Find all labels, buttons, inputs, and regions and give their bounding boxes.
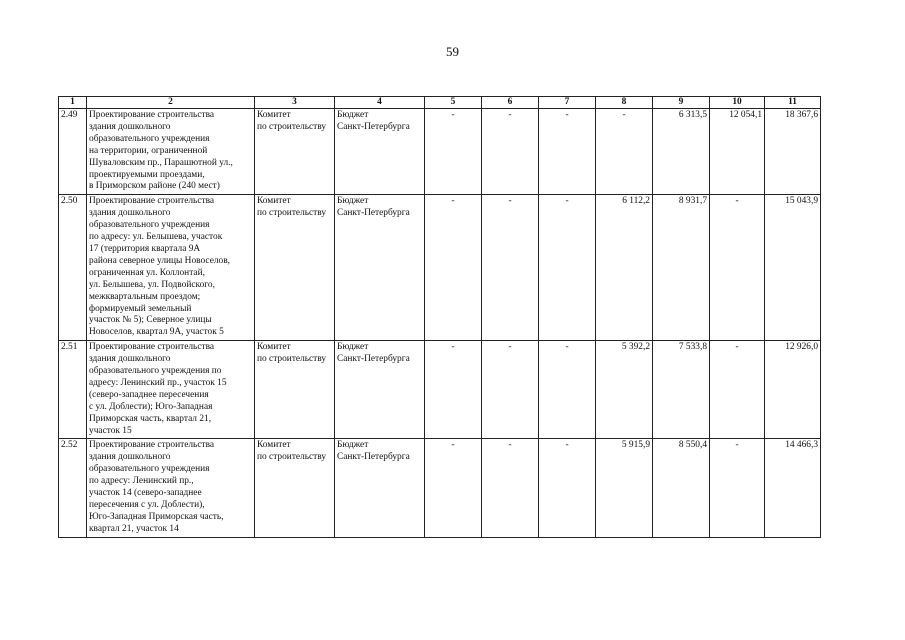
page-number: 59 [446, 44, 459, 59]
desc-line: ул. Белышева, ул. Подвойского, [89, 279, 215, 290]
value-c11: 18 367,6 [765, 109, 821, 195]
value-c11: 14 466,3 [765, 439, 821, 537]
funding-source-cell [335, 195, 425, 341]
customer-line: по строительству [257, 452, 327, 463]
value-c11: 15 043,9 [765, 195, 821, 341]
value-c7: - [539, 195, 596, 341]
project-description [87, 439, 255, 537]
value-c6: - [482, 439, 539, 537]
value-c10: 12 054,1 [710, 109, 765, 195]
column-header: 3 [255, 97, 335, 109]
funding-source-cell [335, 109, 425, 195]
desc-line: Приморская часть, квартал 21, [89, 413, 212, 424]
column-header: 5 [425, 97, 482, 109]
value-c8: - [596, 109, 653, 195]
source-line: Бюджет [337, 196, 369, 207]
column-header: 7 [539, 97, 596, 109]
source-line: Бюджет [337, 110, 369, 120]
row-number: 2.50 [59, 195, 87, 341]
desc-line: района северное улицы Новоселов, [89, 255, 231, 266]
table-row [59, 439, 821, 537]
value-c9: 6 313,5 [653, 109, 710, 195]
desc-line: формируемый земельный [89, 303, 192, 314]
desc-line: здания дошкольного [89, 208, 171, 219]
value-c6: - [482, 109, 539, 195]
row-number: 2.52 [59, 439, 87, 537]
desc-line: Проектирование строительства [89, 342, 215, 353]
customer-line: по строительству [257, 354, 327, 365]
table-row [59, 109, 821, 195]
table-row [59, 341, 821, 439]
desc-line: по адресу: ул. Белышева, участок [89, 232, 223, 243]
desc-line: Юго-Западная Приморская часть, [89, 511, 224, 522]
desc-line: пересечения с ул. Доблести), [89, 500, 205, 510]
source-line: Бюджет [337, 342, 369, 353]
desc-line: образовательного учреждения по [89, 366, 222, 377]
value-c9: 7 533,8 [653, 341, 710, 439]
desc-line: участок № 5); Северное улицы [89, 315, 212, 326]
source-line: Санкт-Петербурга [337, 354, 410, 365]
desc-line: ограниченная ул. Коллонтай, [89, 267, 205, 278]
customer-line: Комитет [257, 342, 291, 353]
project-description [87, 109, 255, 195]
value-c10: - [710, 341, 765, 439]
column-header: 4 [335, 97, 425, 109]
value-c10: - [710, 439, 765, 537]
customer-line: по строительству [257, 208, 327, 219]
source-line: Санкт-Петербурга [337, 208, 410, 219]
table-header-row [59, 97, 821, 109]
value-c5: - [425, 109, 482, 195]
desc-line: на территории, ограниченной [89, 145, 208, 156]
desc-line: (северо-западнее пересечения [89, 389, 209, 400]
desc-line: Шуваловским пр., Парашютной ул., [89, 157, 233, 168]
value-c7: - [539, 109, 596, 195]
table-row [59, 195, 821, 341]
value-c6: - [482, 195, 539, 341]
funding-source-cell [335, 439, 425, 537]
customer-cell [255, 439, 335, 537]
budget-table [58, 96, 821, 538]
value-c5: - [425, 439, 482, 537]
column-header: 1 [59, 97, 87, 109]
desc-line: 17 (территория квартала 9А [89, 243, 201, 254]
column-header: 8 [596, 97, 653, 109]
value-c9: 8 931,7 [653, 195, 710, 341]
desc-line: Проектирование строительства [89, 196, 215, 207]
customer-cell [255, 109, 335, 195]
value-c11: 12 926,0 [765, 341, 821, 439]
desc-line: в Приморском районе (240 мест) [89, 181, 220, 192]
customer-cell [255, 195, 335, 341]
column-header: 11 [765, 97, 821, 109]
customer-line: по строительству [257, 121, 327, 132]
desc-line: здания дошкольного [89, 121, 171, 132]
row-number: 2.49 [59, 109, 87, 195]
project-description [87, 341, 255, 439]
desc-line: межквартальным проездом; [89, 291, 201, 302]
desc-line: здания дошкольного [89, 354, 171, 365]
value-c8: 5 915,9 [596, 439, 653, 537]
desc-line: здания дошкольного [89, 452, 171, 463]
value-c6: - [482, 341, 539, 439]
desc-line: по адресу: Ленинский пр., [89, 476, 194, 487]
value-c8: 5 392,2 [596, 341, 653, 439]
row-number: 2.51 [59, 341, 87, 439]
desc-line: образовательного учреждения [89, 464, 210, 475]
desc-line: адресу: Ленинский пр., участок 15 [89, 377, 227, 388]
value-c7: - [539, 341, 596, 439]
source-line: Бюджет [337, 440, 369, 451]
desc-line: квартал 21, участок 14 [89, 523, 179, 534]
desc-line: участок 15 [89, 425, 132, 436]
value-c8: 6 112,2 [596, 195, 653, 341]
value-c9: 8 550,4 [653, 439, 710, 537]
value-c5: - [425, 195, 482, 341]
customer-line: Комитет [257, 110, 291, 120]
desc-line: Проектирование строительства [89, 440, 215, 451]
funding-source-cell [335, 341, 425, 439]
desc-line: с ул. Доблести); Юго-Западная [89, 401, 213, 412]
desc-line: Новоселов, квартал 9А, участок 5 [89, 327, 224, 338]
column-header: 9 [653, 97, 710, 109]
desc-line: Проектирование строительства [89, 110, 215, 120]
value-c7: - [539, 439, 596, 537]
desc-line: проектируемыми проездами, [89, 169, 205, 180]
source-line: Санкт-Петербурга [337, 121, 410, 132]
column-header: 6 [482, 97, 539, 109]
project-description [87, 195, 255, 341]
customer-line: Комитет [257, 440, 291, 451]
column-header: 2 [87, 97, 255, 109]
column-header: 10 [710, 97, 765, 109]
desc-line: участок 14 (северо-западнее [89, 488, 202, 499]
source-line: Санкт-Петербурга [337, 452, 410, 463]
customer-cell [255, 341, 335, 439]
value-c10: - [710, 195, 765, 341]
desc-line: образовательного учреждения [89, 133, 210, 144]
customer-line: Комитет [257, 196, 291, 207]
value-c5: - [425, 341, 482, 439]
desc-line: образовательного учреждения [89, 220, 210, 231]
